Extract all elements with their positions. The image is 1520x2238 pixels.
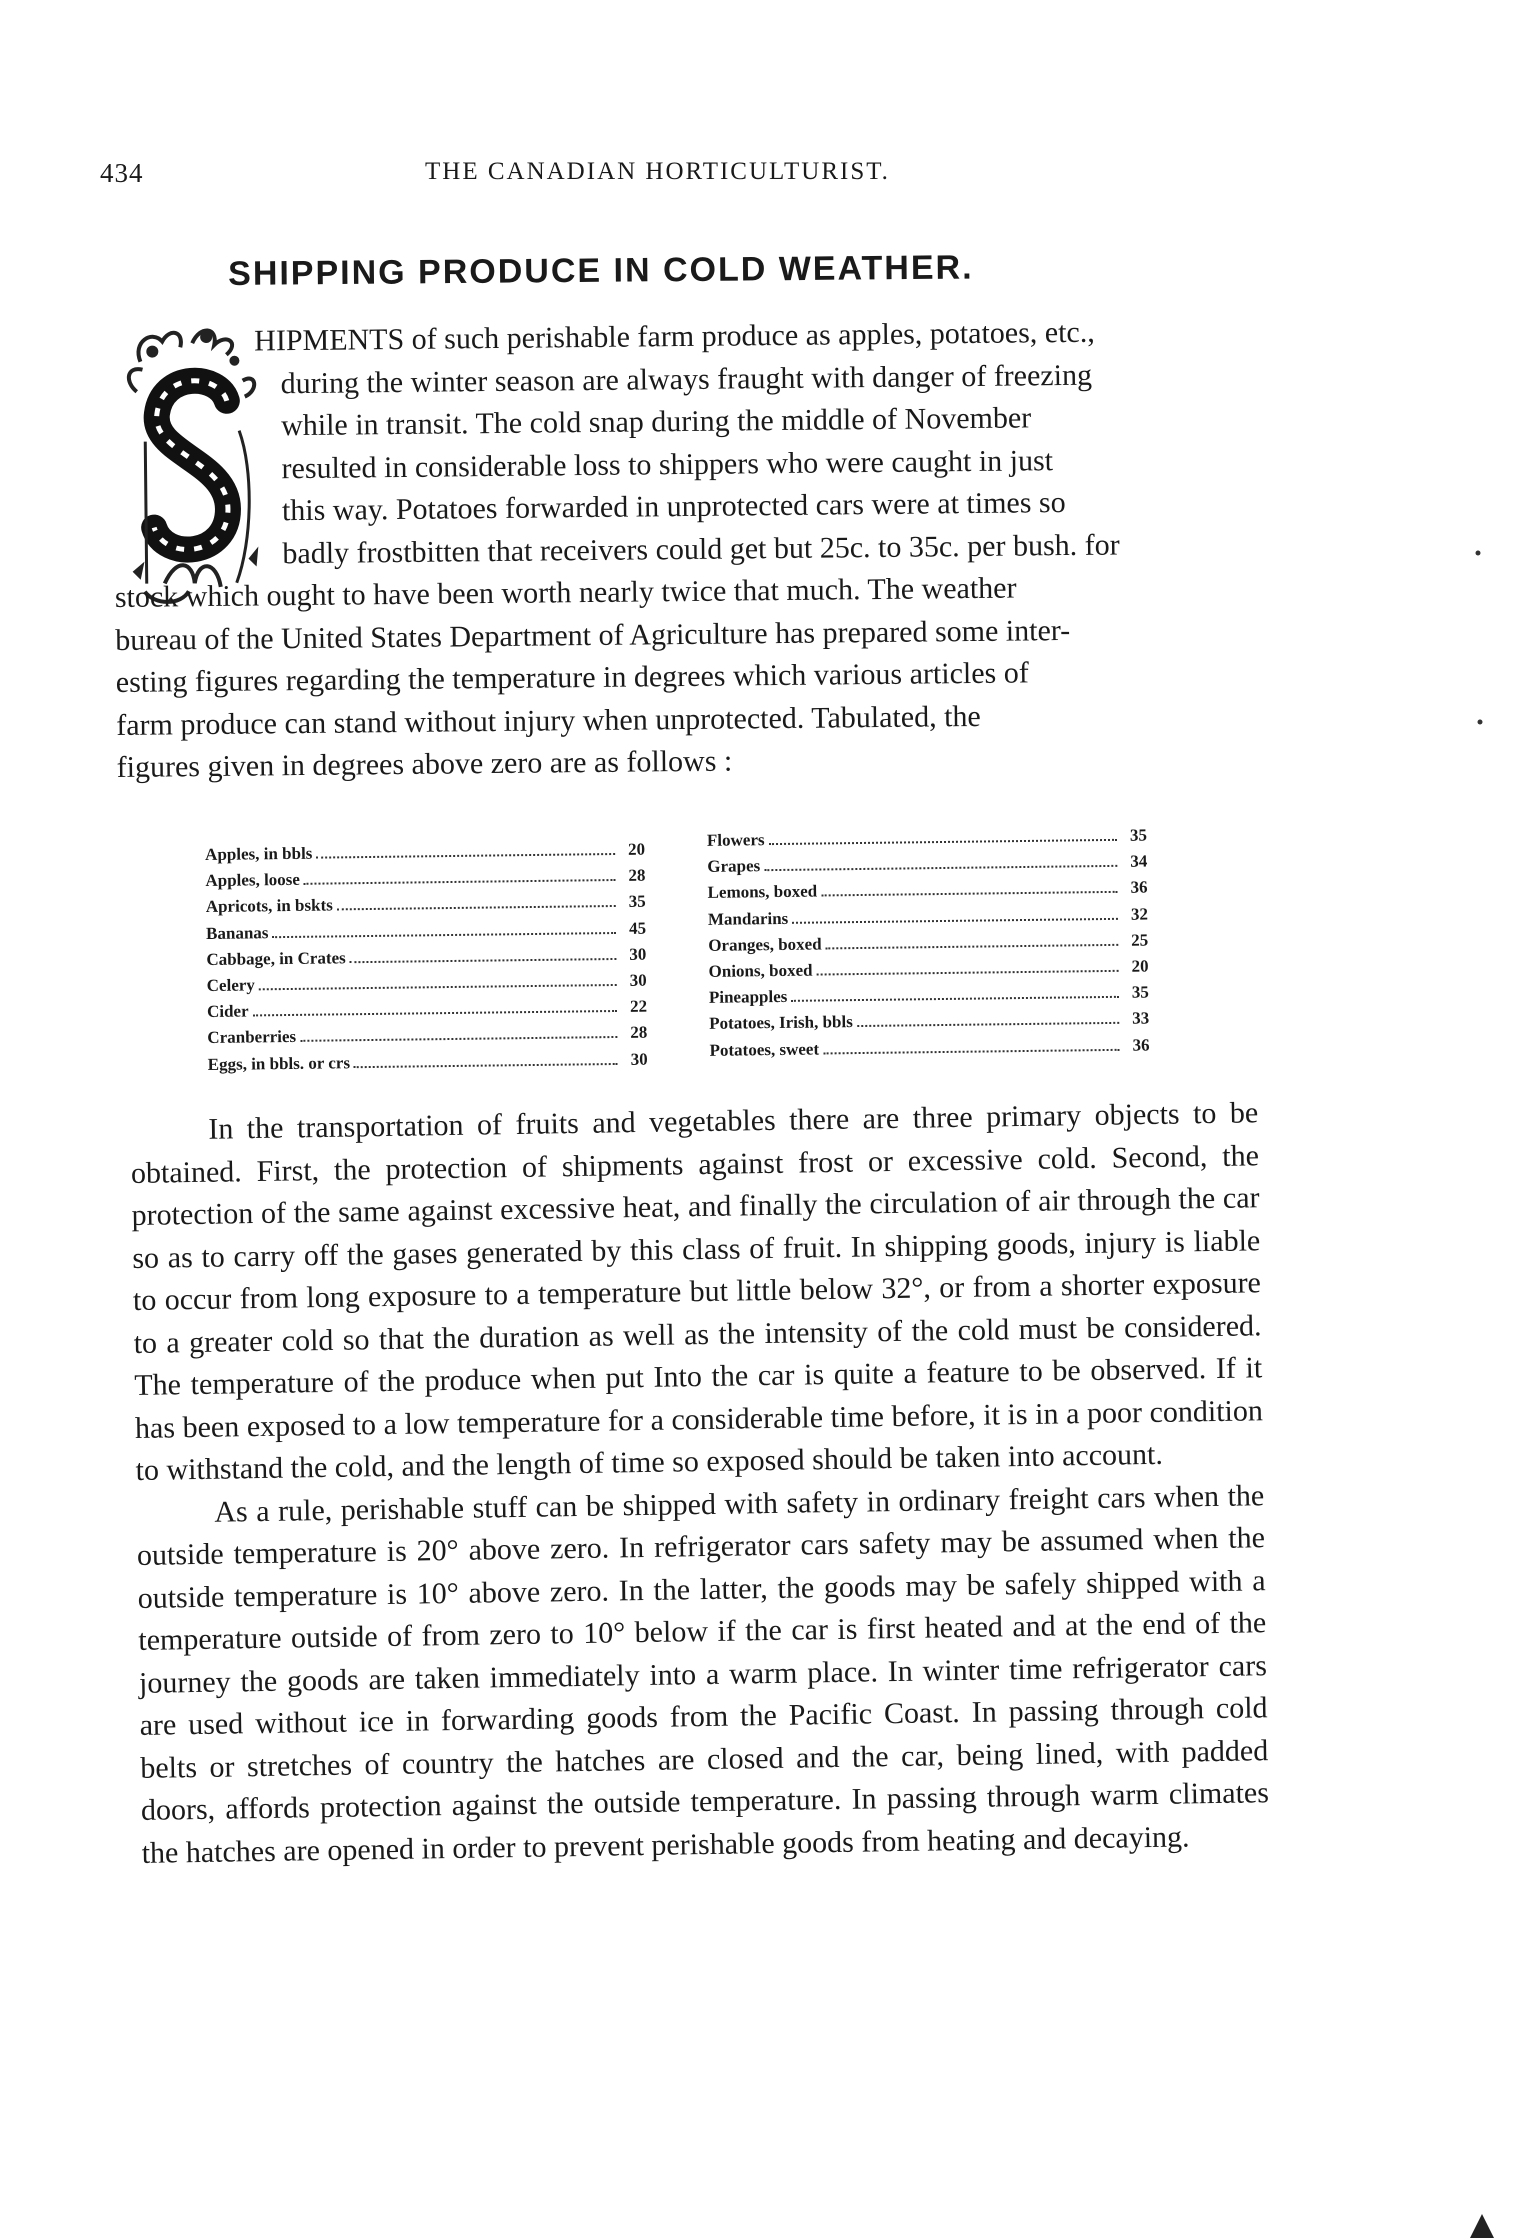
degrees-value: 28 xyxy=(628,865,646,886)
produce-name: Onions, boxed xyxy=(708,960,813,981)
degrees-value: 36 xyxy=(1130,877,1148,898)
produce-name: Pineapples xyxy=(708,987,788,1007)
produce-name: Apples, in bbls xyxy=(205,843,313,864)
produce-name: Potatoes, sweet xyxy=(709,1039,820,1060)
degrees-value: 20 xyxy=(627,839,646,859)
page-number: 434 xyxy=(100,158,144,188)
degrees-value: 35 xyxy=(1131,982,1149,1002)
produce-name: Mandarins xyxy=(707,908,789,929)
degrees-value: 30 xyxy=(629,970,647,990)
intro-line: badly frostbitten that receivers could get but 25c. to 35c. per bush. for xyxy=(282,527,1120,570)
produce-name: Lemons, boxed xyxy=(707,881,818,903)
body-paragraph: As a rule, perishable stuff can be shipped with safety in ordinary freight cars when the outside temperature is 20° above zero. In refrigerator cars safety may be assumed when the outside temperature is 10° above zero. In the latter, the goods may be safely shipped with a temperature outside of from zero to 10° below if the car is first heated and at the end of the journey the goods are taken immediately into a warm place. In winter time refrigerator cars are used without ice in forwarding goods from the Pacific Coast. In passing through cold belts or stretches of country the hatches are closed and the car, being lined, with padded doors, affords protection against the outside temperature. In passing through warm climates the hatches are opened in order to prevent perishable goods from heating and decaying. xyxy=(136,1478,1270,1870)
produce-name: Grapes xyxy=(707,856,761,877)
intro-line: figures given in degrees above zero are as follows : xyxy=(116,744,733,784)
degrees-value: 28 xyxy=(630,1022,648,1043)
intro-line: bureau of the United States Department of Agriculture has prepared some inter- xyxy=(115,613,1071,657)
degrees-value: 35 xyxy=(628,891,646,912)
degrees-value: 20 xyxy=(1131,956,1149,976)
degrees-value: 25 xyxy=(1131,930,1149,950)
degrees-value: 22 xyxy=(629,996,648,1016)
produce-name: Cabbage, in Crates xyxy=(206,948,346,969)
intro-line: farm produce can stand without injury when unprotected. Tabulated, the xyxy=(116,699,981,742)
produce-name: Potatoes, Irish, bbls xyxy=(709,1012,853,1034)
produce-name: Cranberries xyxy=(207,1027,297,1048)
produce-name: Flowers xyxy=(706,830,765,850)
running-title: THE CANADIAN HORTICULTURIST. xyxy=(425,158,890,185)
degrees-value: 33 xyxy=(1132,1008,1150,1028)
intro-line: HIPMENTS of such perishable farm produce as apples, potatoes, etc., xyxy=(254,315,1095,358)
intro-line: resulted in considerable loss to shippers who were caught in just xyxy=(281,443,1054,485)
intro-line: this way. Potatoes forwarded in unprotected cars were at times so xyxy=(281,486,1066,528)
degrees-value: 32 xyxy=(1130,904,1149,924)
produce-name: Apples, loose xyxy=(205,870,301,891)
scan-speck xyxy=(1476,551,1481,556)
body-paragraph: In the transportation of fruits and vegetables there are three primary objects to be obtained. First, the protection of shipments against frost or excessive cold. Second, the protection of the same against excessive heat, and finally the circulation of air through the car so as to carry off the gases generated by this class of fruit. In shipping goods, injury is liable to occur from long exposure to a temperature but little below 32°, or from a shorter exposure to a greater cold so that the duration as well as the intensity of the cold must be considered. The temperature of the produce when put Into the car is quite a feature to be observed. If it has been exposed to a low temperature for a considerable time before, it is in a poor condition to withstand the cold, and the length of time so exposed should be taken into account. xyxy=(130,1096,1264,1487)
intro-line: esting figures regarding the temperature in degrees which various articles of xyxy=(115,656,1029,699)
produce-name: Bananas xyxy=(205,922,269,943)
scan-mark xyxy=(1470,2214,1494,2238)
degrees-value: 45 xyxy=(628,918,647,938)
scan-speck xyxy=(1478,720,1483,725)
degrees-value: 34 xyxy=(1130,851,1148,871)
article-title: SHIPPING PRODUCE IN COLD WEATHER. xyxy=(228,248,974,293)
produce-name: Oranges, boxed xyxy=(708,934,822,955)
degrees-value: 36 xyxy=(1132,1034,1150,1055)
degrees-value: 35 xyxy=(1129,825,1148,845)
produce-name: Cider xyxy=(206,1001,249,1022)
intro-line: stock which ought to have been worth nearly twice that much. The weather xyxy=(114,571,1017,614)
intro-line: during the winter season are always fraught with danger of freezing xyxy=(280,358,1093,400)
degrees-value: 30 xyxy=(629,944,647,964)
produce-name: Apricots, in bskts xyxy=(205,895,333,917)
produce-name: Eggs, in bbls. or crs xyxy=(207,1052,351,1074)
produce-name: Celery xyxy=(206,975,255,995)
degrees-value: 30 xyxy=(630,1049,648,1069)
intro-line: while in transit. The cold snap during the middle of November xyxy=(280,401,1032,443)
